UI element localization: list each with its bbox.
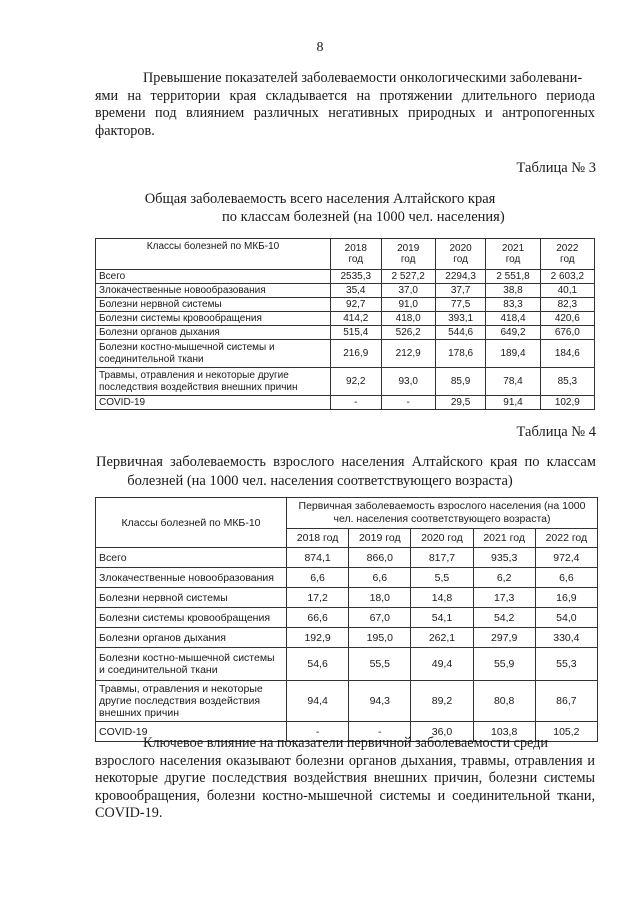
row-name: Болезни нервной системы bbox=[96, 298, 331, 312]
table4-header-name: Классы болезней по МКБ-10 bbox=[96, 498, 287, 548]
table4-group-header: Первичная заболеваемость взрослого населения (на 1000 чел. населения соответствующего возраста) bbox=[287, 498, 598, 529]
year-unit: год bbox=[348, 254, 364, 265]
table4-title-line1: Первичная заболеваемость взрослого населения Алтайского края по классам bbox=[96, 454, 596, 470]
cell-value: 195,0 bbox=[349, 628, 411, 648]
table3-title-line1: Общая заболеваемость всего населения Алтайского края bbox=[144, 191, 496, 207]
cell-value: 393,1 bbox=[435, 312, 486, 326]
table-row bbox=[96, 298, 595, 312]
cell-value: 935,3 bbox=[473, 548, 535, 568]
table-row bbox=[96, 326, 595, 340]
table4-header-year: 2020 год bbox=[411, 529, 473, 548]
row-name: COVID-19 bbox=[96, 396, 331, 410]
year-unit: год bbox=[505, 254, 521, 265]
table-row bbox=[96, 588, 598, 608]
cell-value: 85,3 bbox=[540, 368, 594, 396]
row-name: Болезни костно-мышечной системы и соединительной ткани bbox=[96, 648, 287, 681]
cell-value: 649,2 bbox=[486, 326, 540, 340]
cell-value: 37,0 bbox=[381, 284, 435, 298]
row-name: Травмы, отравления и некоторые другие последствия воздействия внешних причин bbox=[96, 368, 331, 396]
cell-value: 83,3 bbox=[486, 298, 540, 312]
cell-value: 94,4 bbox=[287, 681, 349, 722]
cell-value: 92,2 bbox=[331, 368, 382, 396]
cell-value: 55,9 bbox=[473, 648, 535, 681]
cell-value: 817,7 bbox=[411, 548, 473, 568]
row-name: COVID-19 bbox=[96, 722, 287, 742]
row-name: Травмы, отравления и некоторые другие последствия воздействия внешних причин bbox=[96, 681, 287, 722]
cell-value: - bbox=[331, 396, 382, 410]
cell-value: 330,4 bbox=[535, 628, 597, 648]
cell-value: 37,7 bbox=[435, 284, 486, 298]
cell-value: 526,2 bbox=[381, 326, 435, 340]
cell-value: - bbox=[287, 722, 349, 742]
cell-value: 6,6 bbox=[535, 568, 597, 588]
intro-paragraph bbox=[95, 70, 595, 140]
intro-paragraph-first-line: Превышение показателей заболеваемости онкологическими заболевани- bbox=[143, 70, 583, 86]
cell-value: 29,5 bbox=[435, 396, 486, 410]
cell-value: 105,2 bbox=[535, 722, 597, 742]
cell-value: 103,8 bbox=[473, 722, 535, 742]
year-value: 2022 bbox=[556, 243, 579, 254]
cell-value: 6,2 bbox=[473, 568, 535, 588]
cell-value: 38,8 bbox=[486, 284, 540, 298]
row-name: Злокачественные новообразования bbox=[96, 568, 287, 588]
cell-value: 66,6 bbox=[287, 608, 349, 628]
cell-value: 67,0 bbox=[349, 608, 411, 628]
table-row bbox=[96, 628, 598, 648]
cell-value: - bbox=[381, 396, 435, 410]
cell-value: 874,1 bbox=[287, 548, 349, 568]
table-row bbox=[96, 608, 598, 628]
table3-header-year bbox=[435, 239, 486, 270]
row-name: Болезни системы кровообращения bbox=[96, 312, 331, 326]
year-value: 2018 bbox=[344, 243, 367, 254]
row-name: Болезни нервной системы bbox=[96, 588, 287, 608]
closing-paragraph-first-line: Ключевое влияние на показатели первичной заболеваемости среди bbox=[143, 735, 548, 751]
cell-value: 420,6 bbox=[540, 312, 594, 326]
cell-value: 54,6 bbox=[287, 648, 349, 681]
cell-value: 17,2 bbox=[287, 588, 349, 608]
cell-value: 82,3 bbox=[540, 298, 594, 312]
table-row bbox=[96, 396, 595, 410]
cell-value: 91,0 bbox=[381, 298, 435, 312]
cell-value: 77,5 bbox=[435, 298, 486, 312]
cell-value: 16,9 bbox=[535, 588, 597, 608]
table-row bbox=[96, 648, 598, 681]
intro-paragraph-rest: ями на территории края складывается на протяжении длительного периода времени под влиянием различных негативных природных и антропогенных факторов. bbox=[95, 87, 595, 139]
cell-value: 102,9 bbox=[540, 396, 594, 410]
table-row bbox=[96, 340, 595, 368]
cell-value: 414,2 bbox=[331, 312, 382, 326]
table4-header-year: 2021 год bbox=[473, 529, 535, 548]
cell-value: 18,0 bbox=[349, 588, 411, 608]
cell-value: 91,4 bbox=[486, 396, 540, 410]
cell-value: 676,0 bbox=[540, 326, 594, 340]
year-unit: год bbox=[453, 254, 468, 265]
year-value: 2019 bbox=[397, 243, 420, 254]
table4-header-year: 2019 год bbox=[349, 529, 411, 548]
table4-header-year: 2018 год bbox=[287, 529, 349, 548]
cell-value: 85,9 bbox=[435, 368, 486, 396]
row-name: Всего bbox=[96, 270, 331, 284]
cell-value: - bbox=[349, 722, 411, 742]
cell-value: 14,8 bbox=[411, 588, 473, 608]
cell-value: 54,2 bbox=[473, 608, 535, 628]
table-row bbox=[96, 270, 595, 284]
cell-value: 178,6 bbox=[435, 340, 486, 368]
cell-value: 80,8 bbox=[473, 681, 535, 722]
table3-header-year bbox=[381, 239, 435, 270]
table4-title-line2: болезней (на 1000 чел. населения соответствующего возраста) bbox=[127, 473, 513, 489]
year-value: 2020 bbox=[449, 243, 472, 254]
year-unit: год bbox=[560, 254, 575, 265]
table-row bbox=[96, 681, 598, 722]
row-name: Всего bbox=[96, 548, 287, 568]
cell-value: 418,4 bbox=[486, 312, 540, 326]
cell-value: 5,5 bbox=[411, 568, 473, 588]
cell-value: 89,2 bbox=[411, 681, 473, 722]
closing-paragraph bbox=[95, 735, 595, 823]
year-unit: год bbox=[400, 254, 416, 265]
cell-value: 515,4 bbox=[331, 326, 382, 340]
year-value: 2021 bbox=[501, 243, 525, 254]
cell-value: 2294,3 bbox=[435, 270, 486, 284]
cell-value: 55,5 bbox=[349, 648, 411, 681]
table-row bbox=[96, 312, 595, 326]
row-name: Болезни системы кровообращения bbox=[96, 608, 287, 628]
cell-value: 93,0 bbox=[381, 368, 435, 396]
row-name: Болезни костно-мышечной системы и соединительной ткани bbox=[96, 340, 331, 368]
row-name: Злокачественные новообразования bbox=[96, 284, 331, 298]
table4-header-row bbox=[96, 498, 598, 529]
cell-value: 54,0 bbox=[535, 608, 597, 628]
table3-label: Таблица № 3 bbox=[516, 160, 596, 176]
cell-value: 189,4 bbox=[486, 340, 540, 368]
cell-value: 6,6 bbox=[349, 568, 411, 588]
table-row bbox=[96, 548, 598, 568]
cell-value: 2 551,8 bbox=[486, 270, 540, 284]
cell-value: 94,3 bbox=[349, 681, 411, 722]
table3-header-year bbox=[540, 239, 594, 270]
cell-value: 262,1 bbox=[411, 628, 473, 648]
cell-value: 6,6 bbox=[287, 568, 349, 588]
cell-value: 2535,3 bbox=[331, 270, 382, 284]
table3-header-year bbox=[486, 239, 540, 270]
page-number: 8 bbox=[316, 40, 324, 55]
cell-value: 216,9 bbox=[331, 340, 382, 368]
cell-value: 35,4 bbox=[331, 284, 382, 298]
cell-value: 192,9 bbox=[287, 628, 349, 648]
cell-value: 2 527,2 bbox=[381, 270, 435, 284]
cell-value: 40,1 bbox=[540, 284, 594, 298]
cell-value: 418,0 bbox=[381, 312, 435, 326]
table3-header-name: Классы болезней по МКБ-10 bbox=[96, 239, 331, 270]
cell-value: 972,4 bbox=[535, 548, 597, 568]
cell-value: 866,0 bbox=[349, 548, 411, 568]
cell-value: 92,7 bbox=[331, 298, 382, 312]
table4-label: Таблица № 4 bbox=[516, 424, 596, 440]
table4 bbox=[95, 497, 598, 742]
cell-value: 55,3 bbox=[535, 648, 597, 681]
table3-title-line2: по классам болезней (на 1000 чел. населения) bbox=[222, 209, 505, 225]
cell-value: 49,4 bbox=[411, 648, 473, 681]
closing-paragraph-rest: взрослого населения оказывают болезни органов дыхания, травмы, отравления и некоторые другие последствия воздействия внешних причин, болезни системы кровообращения, болезни костно-мышечной системы и соединительной ткани, COVID-19. bbox=[95, 752, 595, 822]
table4-header-year: 2022 год bbox=[535, 529, 597, 548]
table-row bbox=[96, 568, 598, 588]
table3 bbox=[95, 238, 595, 410]
cell-value: 544,6 bbox=[435, 326, 486, 340]
cell-value: 212,9 bbox=[381, 340, 435, 368]
cell-value: 36,0 bbox=[411, 722, 473, 742]
cell-value: 54,1 bbox=[411, 608, 473, 628]
cell-value: 17,3 bbox=[473, 588, 535, 608]
row-name: Болезни органов дыхания bbox=[96, 326, 331, 340]
row-name: Болезни органов дыхания bbox=[96, 628, 287, 648]
cell-value: 86,7 bbox=[535, 681, 597, 722]
table-row bbox=[96, 284, 595, 298]
table3-header-year bbox=[331, 239, 382, 270]
cell-value: 2 603,2 bbox=[540, 270, 594, 284]
cell-value: 78,4 bbox=[486, 368, 540, 396]
table3-header-row bbox=[96, 239, 595, 270]
table-row bbox=[96, 368, 595, 396]
cell-value: 184,6 bbox=[540, 340, 594, 368]
cell-value: 297,9 bbox=[473, 628, 535, 648]
